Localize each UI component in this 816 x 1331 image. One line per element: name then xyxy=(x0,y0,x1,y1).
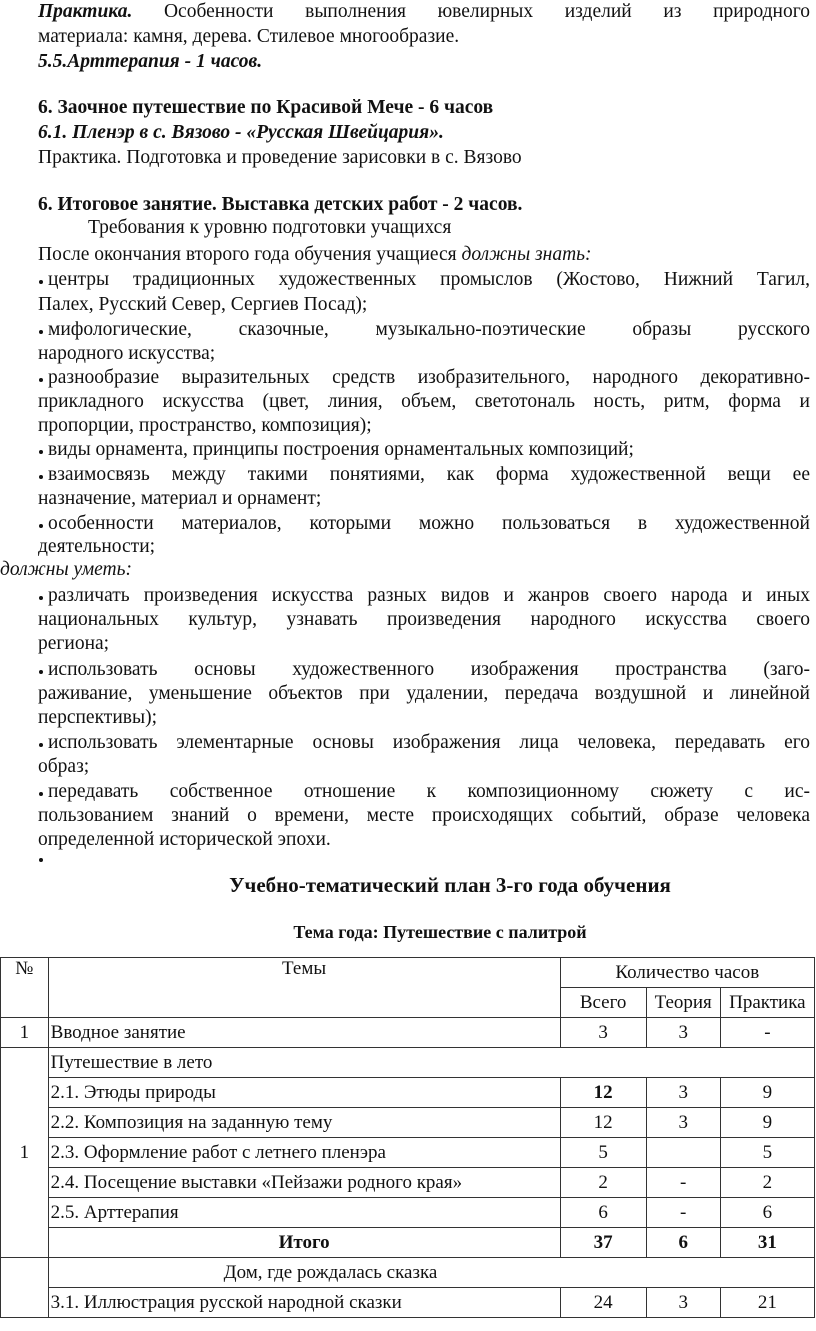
able-item-1-cont-2: региона; xyxy=(38,633,110,654)
row-practice: 2 xyxy=(720,1168,814,1198)
able-label: должны уметь: xyxy=(0,559,132,580)
row-theme: 2.3. Оформление работ с летнего пленэра xyxy=(48,1138,560,1168)
table-row xyxy=(1,1288,815,1318)
row-theme: 2.4. Посещение выставки «Пейзажи родного края» xyxy=(48,1168,560,1198)
row-practice: 21 xyxy=(720,1288,814,1318)
row-practice: 6 xyxy=(720,1198,814,1228)
know-item-4 xyxy=(38,438,634,462)
table-row xyxy=(1,1138,815,1168)
able-item-4-text: передавать собственное отношение к композиционному сюжету с ис- xyxy=(48,781,810,802)
row-theory: 3 xyxy=(646,1108,720,1138)
table-row xyxy=(1,1198,815,1228)
table-row-total xyxy=(1,1228,815,1258)
after-italic: должны знать: xyxy=(461,244,592,265)
block-title: Путешествие в лето xyxy=(48,1048,814,1078)
able-item-3-text: использовать элементарные основы изображения лица человека, передавать его xyxy=(48,732,810,753)
row-total: 12 xyxy=(560,1078,646,1108)
after-plain: После окончания второго года обучения учащиеся xyxy=(38,244,462,265)
row-theme: 2.2. Композиция на заданную тему xyxy=(48,1108,560,1138)
block-num: 1 xyxy=(1,1048,49,1258)
section6-sub: 6.1. Пленэр в с. Вязово - «Русская Швейцария». xyxy=(38,122,444,143)
table-row xyxy=(1,1078,815,1108)
know-item-5-cont: назначение, материал и орнамент; xyxy=(38,488,322,509)
row-practice: - xyxy=(720,1018,814,1048)
final-heading: 6. Итоговое занятие. Выставка детских работ - 2 часов. xyxy=(38,194,523,215)
able-item-1-text: различать произведения искусства разных видов и жанров своего народа и иных xyxy=(48,585,810,606)
praktika-text-2: материала: камня, дерева. Стилевое многообразие. xyxy=(38,26,460,47)
row-total: 2 xyxy=(560,1168,646,1198)
header-hours: Количество часов xyxy=(560,958,814,988)
row-practice: 9 xyxy=(720,1078,814,1108)
header-theory: Теория xyxy=(646,988,720,1018)
know-item-3-cont-1: прикладного искусства (цвет, линия, объем, светотональ ность, ритм, форма и xyxy=(38,391,810,412)
row-theory: - xyxy=(646,1198,720,1228)
able-item-1-cont-1: национальных культур, узнавать произведения народного искусства своего xyxy=(38,609,810,630)
praktika-text-1: Особенности выполнения ювелирных изделий из природного xyxy=(163,1,811,22)
row-total: 6 xyxy=(560,1198,646,1228)
header-practice: Практика xyxy=(720,988,814,1018)
section6-text: Практика. Подготовка и проведение зарисовки в с. Вязово xyxy=(38,147,522,168)
row-theme: 2.5. Арттерапия xyxy=(48,1198,560,1228)
table-row xyxy=(1,1168,815,1198)
block2-title: Дом, где рождалась сказка xyxy=(48,1258,814,1288)
row-practice: 9 xyxy=(720,1108,814,1138)
row-theory: 3 xyxy=(646,1288,720,1318)
row-theme: Вводное занятие xyxy=(48,1018,560,1048)
section6-heading: 6. Заочное путешествие по Красивой Мече - 6 часов xyxy=(38,97,494,118)
row-total: 12 xyxy=(560,1108,646,1138)
row-theme: 2.1. Этюды природы xyxy=(48,1078,560,1108)
know-item-4-text: виды орнамента, принципы построения орнаментальных композиций; xyxy=(48,439,634,460)
praktika-label: Практика. xyxy=(38,1,133,22)
block2-num xyxy=(1,1258,49,1318)
requirements-heading: Требования к уровню подготовки учащихся xyxy=(88,217,452,238)
able-item-2-text: использовать основы художественного изображения пространства (заго- xyxy=(48,659,810,680)
table-row xyxy=(1,1108,815,1138)
row-total: 5 xyxy=(560,1138,646,1168)
table-row xyxy=(1,1258,815,1288)
able-item-3-cont: образ; xyxy=(38,756,90,777)
know-item-3-cont-2: пропорции, пространство, композиция); xyxy=(38,415,372,436)
empty-bullet-icon xyxy=(39,858,43,862)
itogo-theory: 6 xyxy=(646,1228,720,1258)
header-total: Всего xyxy=(560,988,646,1018)
row-practice: 5 xyxy=(720,1138,814,1168)
able-item-3 xyxy=(38,731,810,755)
header-num: № xyxy=(1,958,49,1018)
know-item-2 xyxy=(38,318,810,342)
able-item-4 xyxy=(38,780,810,804)
itogo-practice: 31 xyxy=(720,1228,814,1258)
table-row xyxy=(1,1018,815,1048)
row-theory xyxy=(646,1138,720,1168)
itogo-label: Итого xyxy=(48,1228,560,1258)
know-item-6 xyxy=(38,512,810,536)
plan-title: Учебно-тематический план 3-го года обучения xyxy=(229,873,671,897)
row-num: 1 xyxy=(1,1018,49,1048)
know-item-6-cont: деятельности; xyxy=(38,536,156,557)
row-total: 24 xyxy=(560,1288,646,1318)
row-theory: 3 xyxy=(646,1078,720,1108)
know-item-5 xyxy=(38,463,810,487)
know-item-3 xyxy=(38,366,810,390)
after-line xyxy=(38,243,592,267)
know-item-2-text: мифологические, сказочные, музыкально-поэтические образы русского xyxy=(48,319,810,340)
know-item-1-cont: Палех, Русский Север, Сергиев Посад); xyxy=(38,294,368,315)
header-themes: Темы xyxy=(48,958,560,1018)
know-item-1-text: центры традиционных художественных промыслов (Жостово, Нижний Тагил, xyxy=(48,269,810,290)
able-item-1 xyxy=(38,584,810,608)
able-item-2-cont-1: раживание, уменьшение объектов при удалении, передача воздушной и линейной xyxy=(38,683,810,704)
plan-subtitle: Тема года: Путешествие с палитрой xyxy=(293,922,587,942)
itogo-total: 37 xyxy=(560,1228,646,1258)
art-heading: 5.5.Арттерапия - 1 часов. xyxy=(38,51,263,72)
know-item-3-text: разнообразие выразительных средств изобразительного, народного декоративно- xyxy=(48,367,810,388)
plan-table xyxy=(0,957,815,1318)
table-row xyxy=(1,1048,815,1078)
able-item-2 xyxy=(38,658,810,682)
know-item-5-text: взаимосвязь между такими понятиями, как форма художественной вещи ее xyxy=(48,464,810,485)
row-theme: 3.1. Иллюстрация русской народной сказки xyxy=(48,1288,560,1318)
know-item-6-text: особенности материалов, которыми можно пользоваться в художественной xyxy=(48,513,810,534)
know-item-1 xyxy=(38,268,810,292)
row-theory: - xyxy=(646,1168,720,1198)
row-theory: 3 xyxy=(646,1018,720,1048)
row-total: 3 xyxy=(560,1018,646,1048)
able-item-2-cont-2: перспективы); xyxy=(38,707,157,728)
know-item-2-cont: народного искусства; xyxy=(38,343,216,364)
praktika-line-1 xyxy=(38,0,810,24)
table-header-row xyxy=(1,958,815,988)
able-item-4-cont-2: определенной исторической эпохи. xyxy=(38,829,331,850)
able-item-4-cont-1: пользованием знаний о времени, месте происходящих событий, образе человека xyxy=(38,805,810,826)
